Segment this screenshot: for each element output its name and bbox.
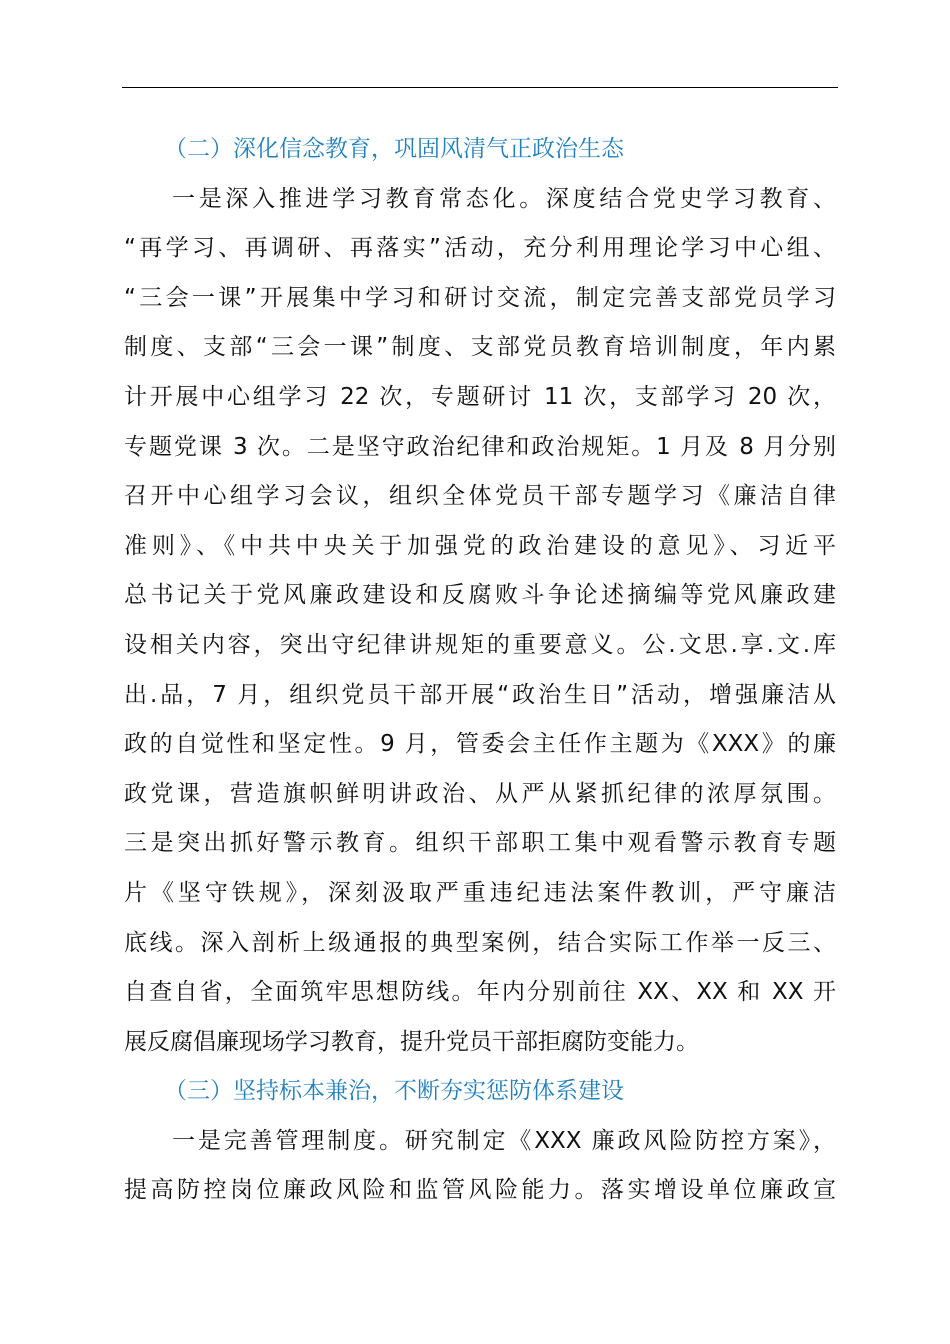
paragraph-line: 制度、支部“三会一课”制度、支部党员教育培训制度，年内累 xyxy=(124,334,836,361)
paragraph-line: 三是突出抓好警示教育。组织干部职工集中观看警示教育专题 xyxy=(124,830,836,857)
paragraph-line: 出.品，7 月，组织党员干部开展“政治生日”活动，增强廉洁从 xyxy=(124,681,836,708)
paragraph-line: 展反腐倡廉现场学习教育，提升党员干部拒腐防变能力。 xyxy=(124,1028,699,1055)
paragraph-line: 准则》、《中共中央关于加强党的政治建设的意见》、习近平 xyxy=(124,532,836,559)
paragraph-line: 一是深入推进学习教育常态化。深度结合党史学习教育、 xyxy=(172,185,836,212)
paragraph-line: 专题党课 3 次。二是坚守政治纪律和政治规矩。1 月及 8 月分别 xyxy=(124,433,836,460)
paragraph-line: 政党课，营造旗帜鲜明讲政治、从严从紧抓纪律的浓厚氛围。 xyxy=(124,780,836,807)
paragraph-line: 政的自觉性和坚定性。9 月，管委会主任作主题为《XXX》的廉 xyxy=(124,731,836,758)
paragraph-line: “三会一课”开展集中学习和研讨交流，制定完善支部党员学习 xyxy=(124,284,836,311)
paragraph-line: “再学习、再调研、再落实”活动，充分利用理论学习中心组、 xyxy=(124,235,836,262)
paragraph-1 xyxy=(124,175,836,1068)
section-heading-2: （二）深化信念教育，巩固风清气正政治生态 xyxy=(164,136,624,162)
paragraph-2 xyxy=(124,1117,836,1216)
section-heading-3: （三）坚持标本兼治，不断夯实惩防体系建设 xyxy=(164,1078,624,1105)
paragraph-line: 自查自省，全面筑牢思想防线。年内分别前往 XX、XX 和 XX 开 xyxy=(124,979,836,1006)
paragraph-line: 提高防控岗位廉政风险和监管风险能力。落实增设单位廉政宣 xyxy=(124,1177,836,1204)
paragraph-line: 设相关内容，突出守纪律讲规矩的重要意义。公.文思.享.文.库 xyxy=(124,631,836,658)
paragraph-line: 计开展中心组学习 22 次，专题研讨 11 次，支部学习 20 次， xyxy=(124,383,836,410)
header-rule xyxy=(122,87,838,88)
paragraph-line: 底线。深入剖析上级通报的典型案例，结合实际工作举一反三、 xyxy=(124,929,836,956)
paragraph-line: 召开中心组学习会议，组织全体党员干部专题学习《廉洁自律 xyxy=(124,483,836,510)
document-body xyxy=(124,125,836,1216)
paragraph-line: 一是完善管理制度。研究制定《XXX 廉政风险防控方案》， xyxy=(172,1127,836,1154)
paragraph-line: 总书记关于党风廉政建设和反腐败斗争论述摘编等党风廉政建 xyxy=(124,582,836,609)
paragraph-line: 片《坚守铁规》，深刻汲取严重违纪违法案件教训，严守廉洁 xyxy=(124,879,836,906)
